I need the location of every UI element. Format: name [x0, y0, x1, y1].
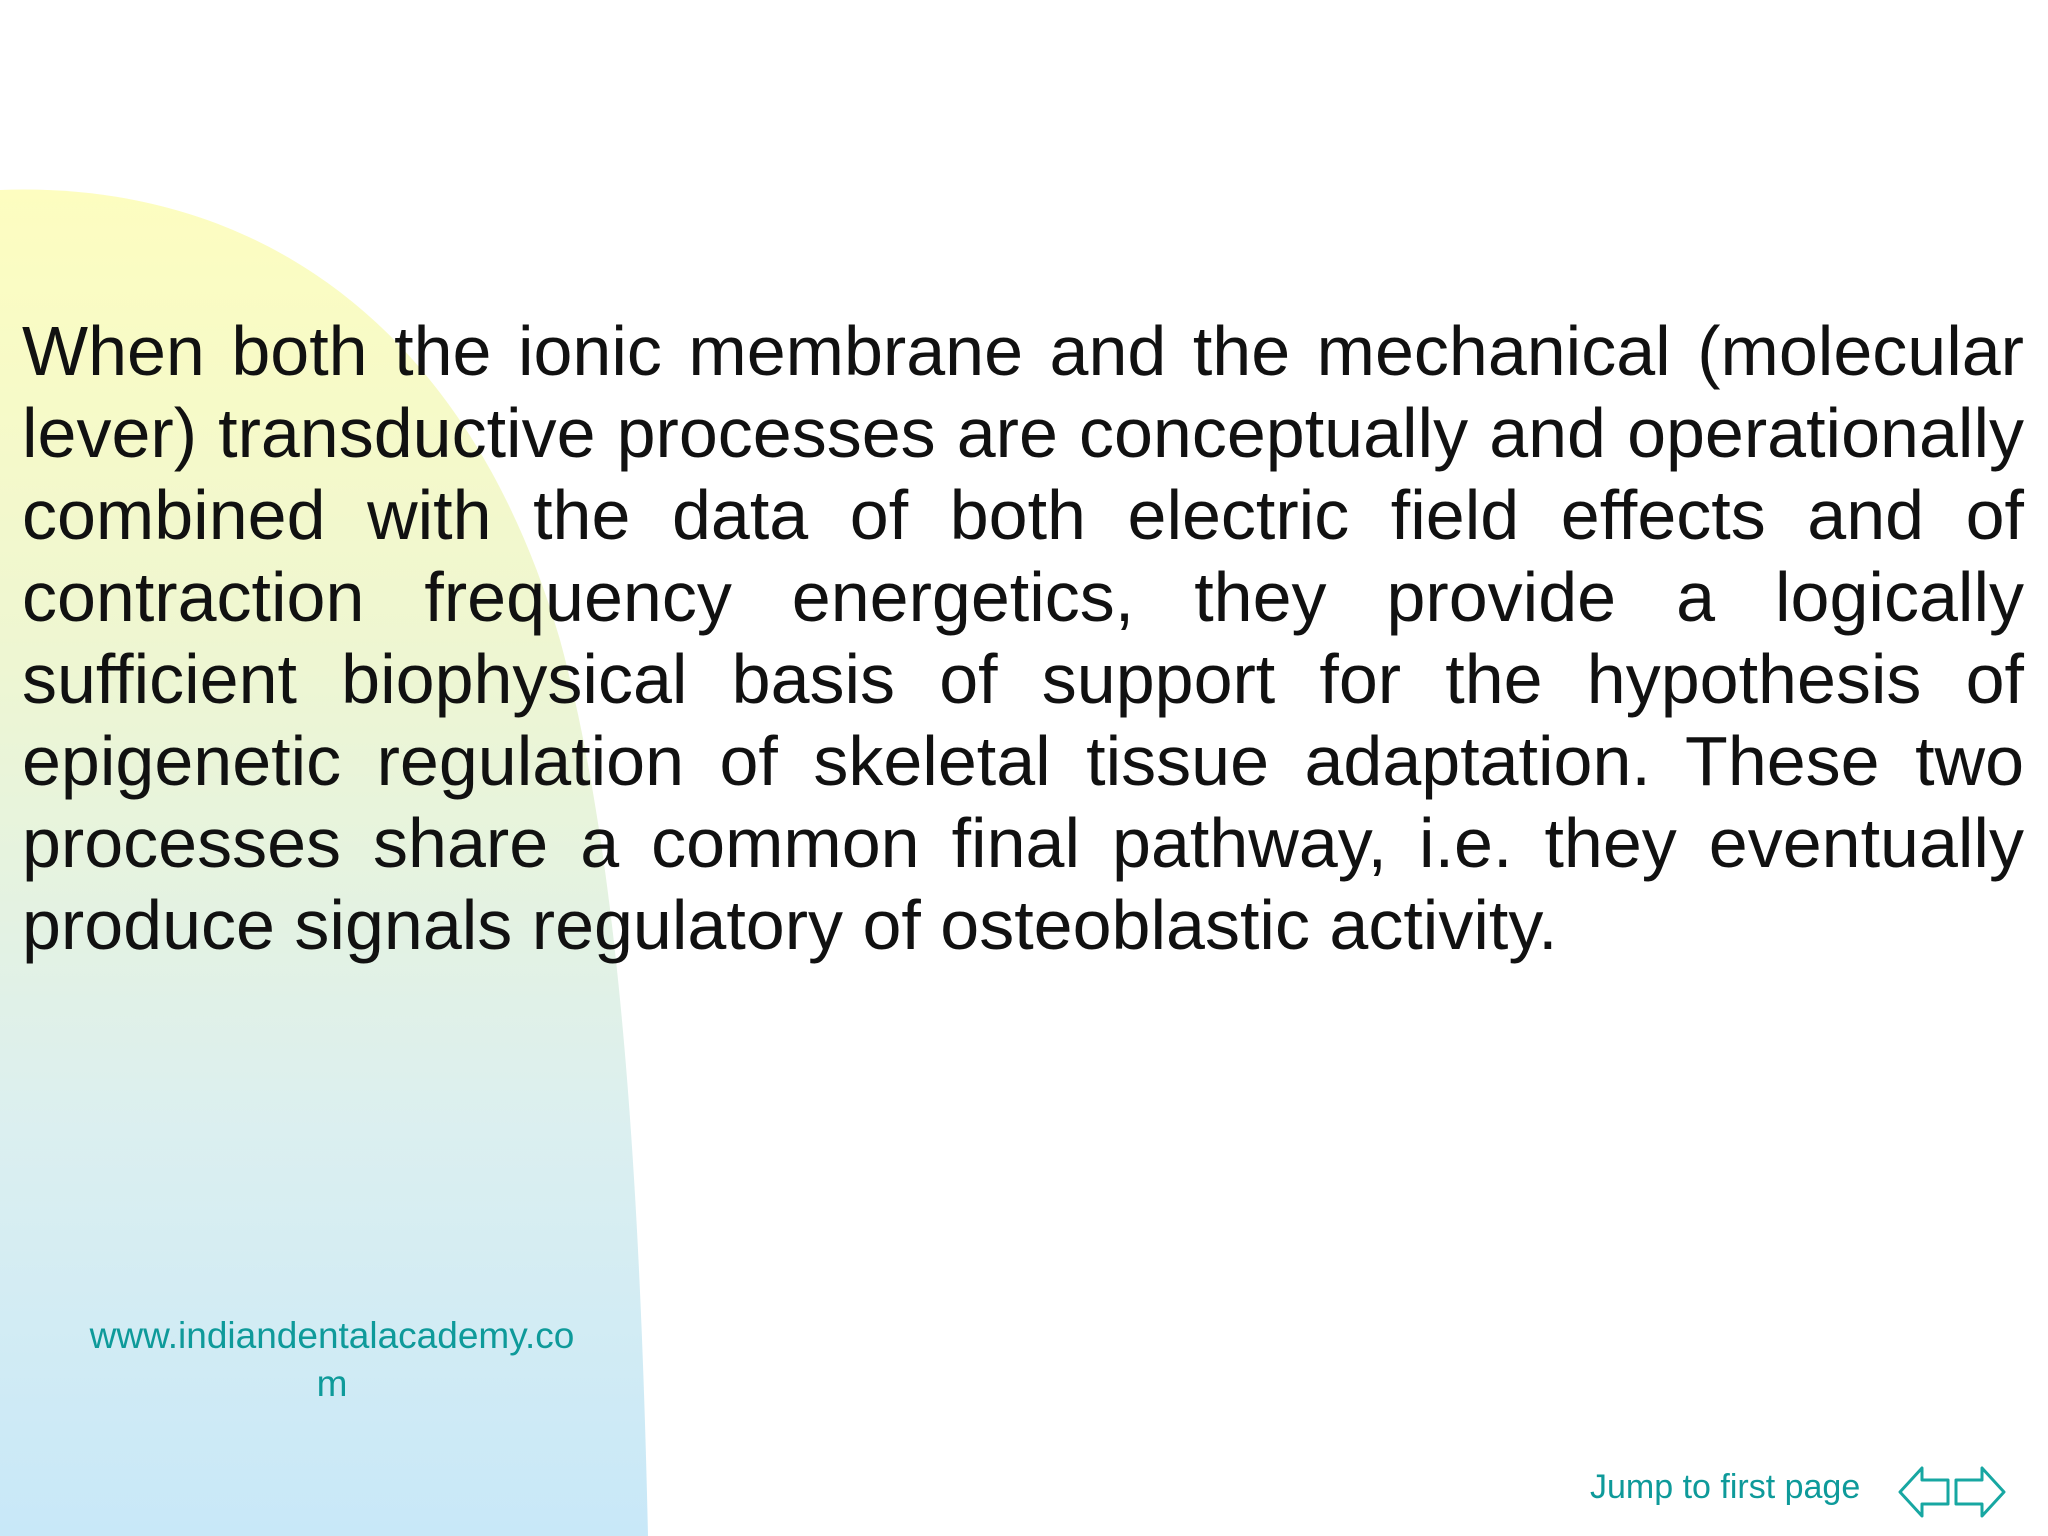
slide-body-paragraph: When both the ionic membrane and the mechanical (molecular lever) transductive processes are conceptually and operationally combined with the data of both electric field effects and of contraction frequency energetics, they provide a logically sufficient biophysical basis of support for the hypothesis of epigenetic regulation of skeletal tissue adaptation. These two processes share a common final pathway, i.e. they eventually produce signals regulatory of osteoblastic activity. [22, 312, 2024, 964]
left-arrow-icon[interactable] [1900, 1468, 1948, 1516]
website-url [52, 1312, 612, 1408]
jump-to-first-page-link[interactable]: Jump to first page [1590, 1468, 1861, 1506]
website-url-line-1: www.indiandentalacademy.co [89, 1315, 575, 1356]
right-arrow-icon[interactable] [1956, 1468, 2004, 1516]
navigation-arrows [1898, 1460, 2006, 1524]
website-url-line-2: m [316, 1363, 348, 1404]
